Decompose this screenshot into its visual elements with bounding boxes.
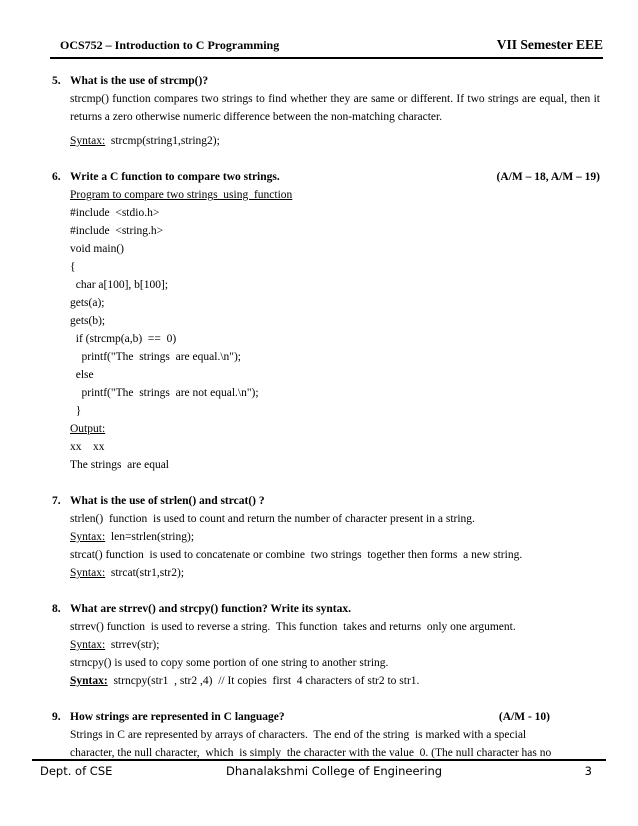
code-line: { [70, 261, 76, 273]
code-line: #include <stdio.h> [70, 207, 160, 219]
header-divider [50, 57, 603, 59]
code-line: gets(a); [70, 297, 105, 309]
syntax-label: Syntax: [70, 639, 106, 651]
code-line: gets(b); [70, 315, 106, 327]
syntax-label: Syntax: [70, 675, 108, 687]
question-8 [52, 600, 600, 618]
question-title: What is the use of strlen() and strcat() ? [70, 495, 265, 507]
program-label: Program to compare two strings using function [70, 189, 293, 201]
code-line: else [70, 369, 94, 381]
answer-line: strrev() function is used to reverse a string. This function takes and returns only one argument. [70, 621, 516, 633]
question-number: 7. [52, 495, 61, 507]
question-9 [52, 708, 600, 726]
syntax-line: Syntax: strncpy(str1 , str2 ,4) // It copies first 4 characters of str2 to str1. [70, 675, 420, 687]
syntax-label: Syntax: [70, 531, 106, 543]
answer-9 [70, 726, 600, 762]
output-line: The strings are equal [70, 459, 169, 471]
code-line: printf("The strings are not equal.\n"); [70, 387, 259, 399]
question-title: What is the use of strcmp()? [70, 75, 209, 87]
question-number: 6. [52, 171, 61, 183]
code-line: char a[100], b[100]; [70, 279, 169, 291]
footer-divider [32, 759, 606, 761]
header-course-title: OCS752 – Introduction to C Programming [60, 38, 280, 52]
footer-department: Dept. of CSE [40, 764, 113, 778]
question-7 [52, 492, 600, 510]
answer-line: Strings in C are represented by arrays of characters. The end of the string is marked with a special [70, 729, 527, 741]
footer-college: Dhanalakshmi College of Engineering [226, 764, 443, 778]
question-title: How strings are represented in C language? (A/M - 10) [70, 708, 600, 726]
syntax-label: Syntax: [70, 135, 106, 147]
answer-paragraph: strcmp() function compares two strings to find whether they are same or different. If two strings are equal, then it returns a zero otherwise numeric difference between the non-matching character. [70, 93, 600, 123]
answer-5 [70, 90, 600, 150]
exam-reference: (A/M – 18, A/M – 19) [496, 171, 600, 183]
code-line: } [70, 405, 82, 417]
syntax-text: strcmp(string1,string2); [105, 135, 220, 147]
exam-reference: (A/M - 10) [498, 711, 550, 723]
syntax-line: Syntax: len=strlen(string); [70, 531, 195, 543]
syntax-line: Syntax: strrev(str); [70, 639, 160, 651]
syntax-line [70, 132, 600, 150]
output-label: Output: [70, 423, 106, 435]
syntax-line: Syntax: strcat(str1,str2); [70, 567, 185, 579]
page-footer [32, 762, 606, 782]
page-content [52, 72, 600, 762]
answer-8 [70, 618, 600, 690]
code-line: printf("The strings are equal.\n"); [70, 351, 241, 363]
header-semester: VII Semester EEE [496, 37, 603, 52]
question-number: 9. [52, 711, 61, 723]
page-number: 3 [584, 764, 592, 778]
code-line: if (strcmp(a,b) == 0) [70, 333, 177, 345]
question-6 [52, 168, 600, 186]
answer-6 [70, 186, 600, 474]
question-5 [52, 72, 600, 90]
code-line: void main() [70, 243, 124, 255]
code-line: #include <string.h> [70, 225, 164, 237]
output-line: xx xx [70, 441, 105, 453]
page-header [50, 38, 603, 56]
question-number: 8. [52, 603, 61, 615]
answer-line: strlen() function is used to count and return the number of character present in a string. [70, 513, 475, 525]
answer-line: strncpy() is used to copy some portion of one string to another string. [70, 657, 389, 669]
question-title: Write a C function to compare two strings. (A/M – 18, A/M – 19) [70, 168, 600, 186]
question-title: What are strrev() and strcpy() function? Write its syntax. [70, 603, 351, 615]
answer-line: strcat() function is used to concatenate or combine two strings together then forms a new string. [70, 549, 523, 561]
question-number: 5. [52, 75, 61, 87]
syntax-label: Syntax: [70, 567, 106, 579]
answer-line: character, the null character, which is simply the character with the value 0. (The null character has no [70, 747, 552, 759]
answer-7 [70, 510, 600, 582]
